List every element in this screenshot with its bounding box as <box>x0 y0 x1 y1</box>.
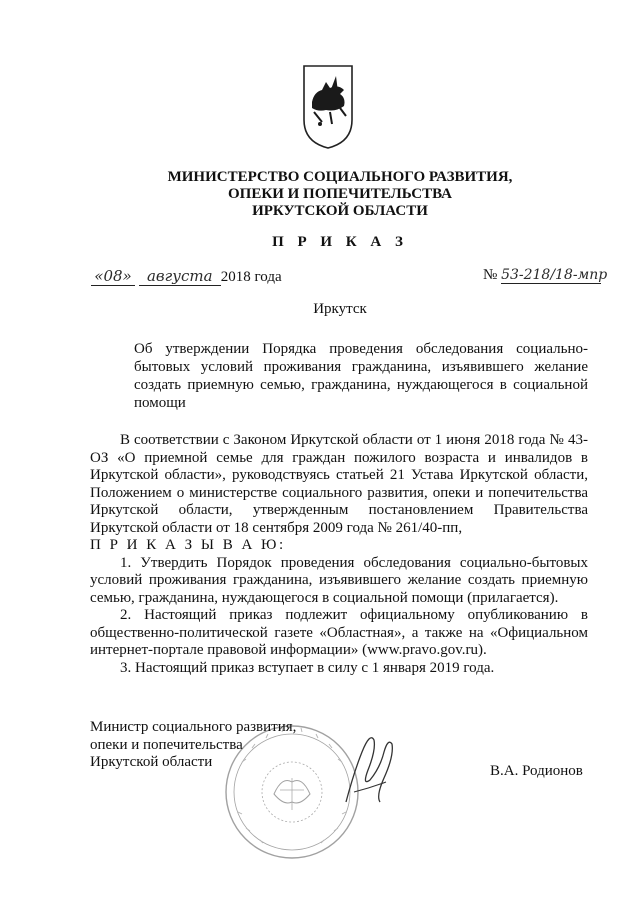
order-item: 1. Утвердить Порядок проведения обследования социально-бытовых условий проживания гражданина, изъявившего желание создать приемную семью, гражданина, нуждающегося в социальной помощи (прилагается). <box>90 554 588 606</box>
ministry-line: ОПЕКИ И ПОПЕЧИТЕЛЬСТВА <box>228 186 452 202</box>
order-subject: Об утверждении Порядка проведения обследования социально-бытовых условий проживания гражданина, изъявившего желание создать приемную семью, гражданина, нуждающегося в социальной помощи <box>134 341 588 411</box>
ministry-line: ИРКУТСКОЙ ОБЛАСТИ <box>252 203 428 219</box>
position-line: Министр социального развития, <box>90 719 297 735</box>
order-body <box>90 432 588 677</box>
ministry-name <box>120 169 560 220</box>
position-line: опеки и попечительства <box>90 736 243 753</box>
prikazyvayu-heading: П Р И К А З Ы В А Ю: <box>90 537 286 553</box>
order-number <box>483 267 608 284</box>
position-line: Иркутской области <box>90 754 213 770</box>
number-value-handwritten: 53-218/18-мпр <box>501 267 608 283</box>
date-year: 2018 года <box>220 269 282 285</box>
order-item: 2. Настоящий приказ подлежит официальному опубликованию в общественно-политической газете «Областная», а также на «Официальном интернет-портале правовой информации» (www.pravo.gov.ru). <box>90 607 588 658</box>
city: Иркутск <box>313 301 367 317</box>
signatory-position <box>90 719 296 772</box>
number-prefix: № <box>483 267 498 283</box>
ministry-line: МИНИСТЕРСТВО СОЦИАЛЬНОГО РАЗВИТИЯ, <box>167 169 513 185</box>
order-item: 3. Настоящий приказ вступает в силу с 1 января 2019 года. <box>120 659 495 676</box>
order-title: П Р И К А З <box>272 234 408 250</box>
irkutsk-coat-of-arms-icon <box>300 62 356 150</box>
handwritten-signature-icon <box>340 722 400 812</box>
date-day-handwritten: «08» <box>91 267 135 286</box>
order-date <box>91 267 282 286</box>
signatory-name: В.А. Родионов <box>490 763 583 779</box>
preamble-paragraph: В соответствии с Законом Иркутской области от 1 июня 2018 года № 43-ОЗ «О приемной семье для граждан пожилого возраста и инвалидов в Иркутской области», руководствуясь статьей 21 Устава Иркутской области, Положением о министерстве социального развития, опеки и попечительства Иркутской области, утвержденным постановлением Правительства Иркутской области от 18 сентября 2009 года № 261/40-пп, <box>90 432 588 536</box>
date-month-handwritten: августа <box>139 267 221 286</box>
